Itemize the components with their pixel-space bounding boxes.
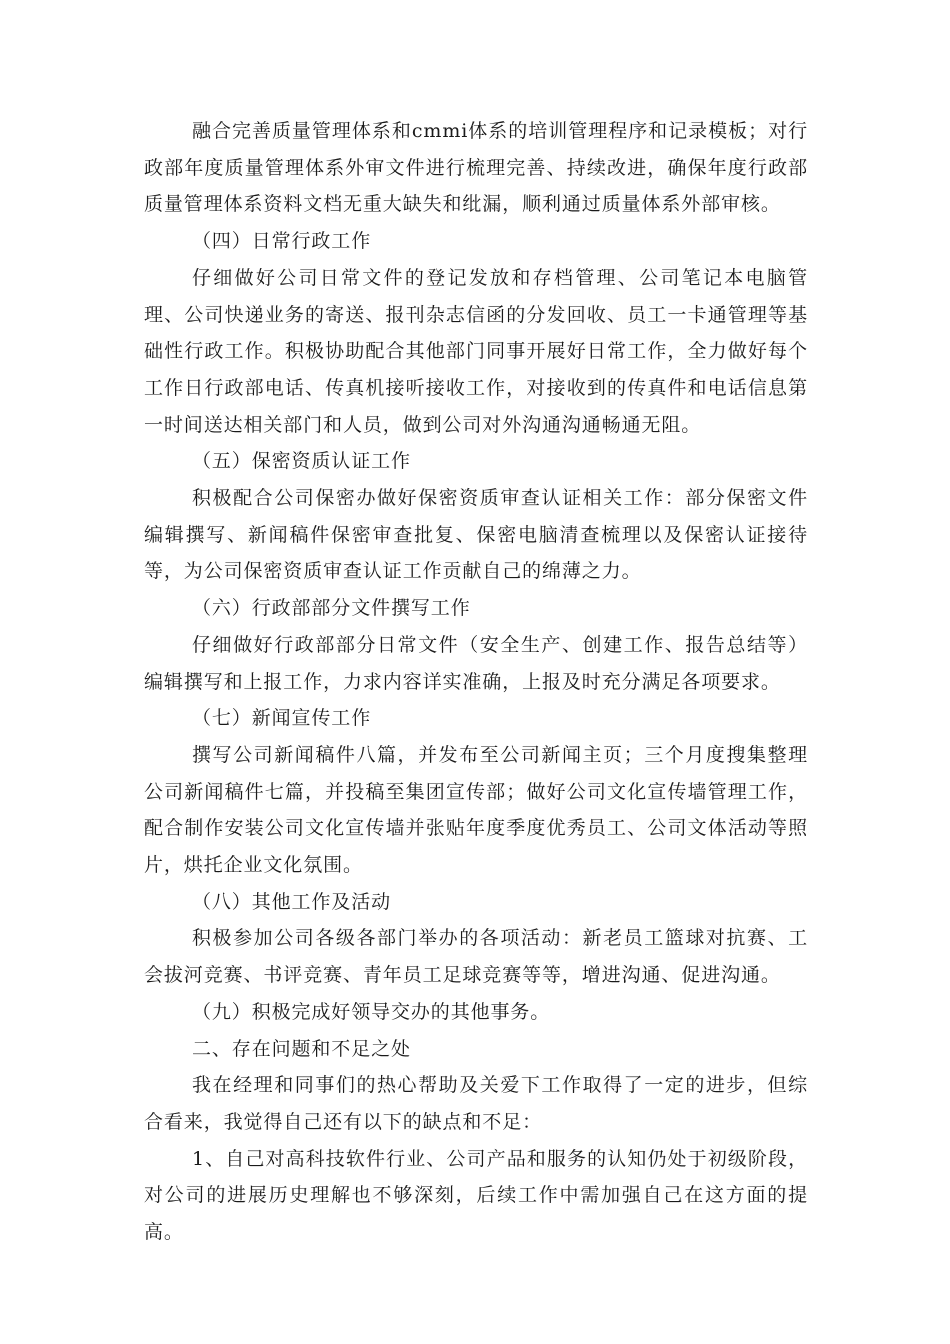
paragraph-document-writing: 仔细做好行政部部分日常文件（安全生产、创建工作、报告总结等）编辑撰写和上报工作，力求内容详实准确，上报及时充分满足各项要求。	[144, 633, 808, 693]
section-heading-daily-admin: （四）日常行政工作	[192, 230, 372, 253]
paragraph-problems-intro: 我在经理和同事们的热心帮助及关爱下工作取得了一定的进步，但综合看来，我觉得自己还有以下的缺点和不足：	[144, 1074, 808, 1133]
paragraph-problem-1: 1、自己对高科技软件行业、公司产品和服务的认知仍处于初级阶段，对公司的进展历史理解也不够深刻，后续工作中需加强自己在这方面的提高。	[144, 1147, 808, 1244]
section-heading-problems: 二、存在问题和不足之处	[192, 1037, 411, 1060]
document-body	[144, 113, 808, 1251]
section-heading-leader-tasks: （九）积极完成好领导交办的其他事务。	[192, 1000, 551, 1023]
section-heading-document-writing: （六）行政部部分文件撰写工作	[192, 597, 471, 620]
section-heading-news-publicity: （七）新闻宣传工作	[192, 707, 372, 730]
paragraph-other-activities: 积极参加公司各级各部门举办的各项活动：新老员工篮球对抗赛、工会拔河竞赛、书评竞赛、青年员工足球竞赛等等，增进沟通、促进沟通。	[144, 927, 808, 987]
paragraph-confidentiality: 积极配合公司保密办做好保密资质审查认证相关工作：部分保密文件编辑撰写、新闻稿件保密审查批复、保密电脑清查梳理以及保密认证接待等，为公司保密资质审查认证工作贡献自己的绵薄之力。	[144, 487, 808, 583]
paragraph-news-publicity: 撰写公司新闻稿件八篇，并发布至公司新闻主页；三个月度搜集整理公司新闻稿件七篇，并投稿至集团宣传部；做好公司文化宣传墙管理工作，配合制作安装公司文化宣传墙并张贴年度季度优秀员工、公司文体活动等照片，烘托企业文化氛围。	[144, 743, 808, 877]
section-heading-other-activities: （八）其他工作及活动	[192, 890, 392, 913]
paragraph-quality-management: 融合完善质量管理体系和cmmi体系的培训管理程序和记录模板；对行政部年度质量管理体系外审文件进行梳理完善、持续改进，确保年度行政部质量管理体系资料文档无重大缺失和纰漏，顺利通过质量体系外部审核。	[144, 120, 808, 216]
paragraph-daily-admin: 仔细做好公司日常文件的登记发放和存档管理、公司笔记本电脑管理、公司快递业务的寄送、报刊杂志信函的分发回收、员工一卡通管理等基础性行政工作。积极协助配合其他部门同事开展好日常工作，全力做好每个工作日行政部电话、传真机接听接收工作，对接收到的传真件和电话信息第一时间送达相关部门和人员，做到公司对外沟通沟通畅通无阻。	[144, 266, 808, 436]
section-heading-confidentiality: （五）保密资质认证工作	[192, 450, 411, 473]
